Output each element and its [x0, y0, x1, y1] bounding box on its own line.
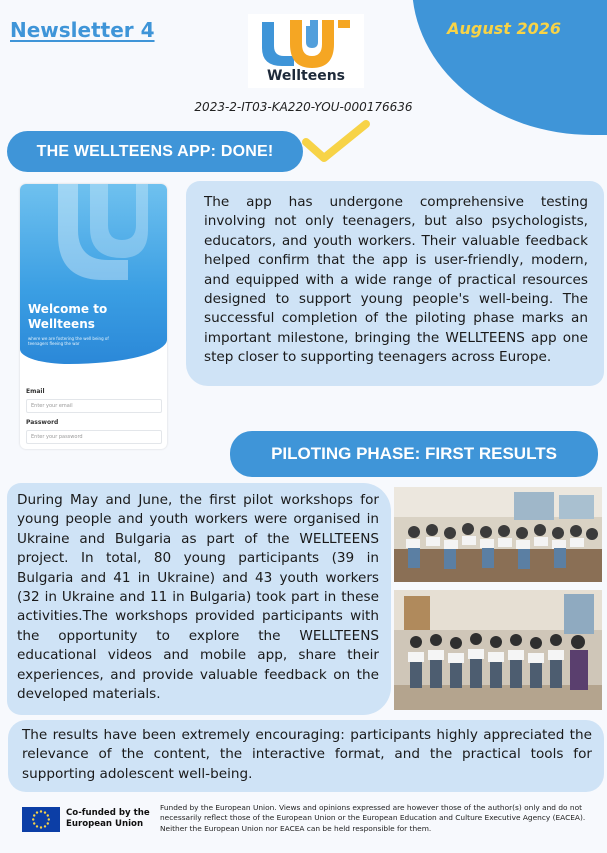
project-code: 2023-2-IT03-KA220-YOU-000176636	[194, 100, 413, 114]
app-logo-icon	[48, 184, 148, 290]
newsletter-title[interactable]: Newsletter 4	[10, 18, 155, 42]
email-field[interactable]: Enter your email	[26, 399, 162, 413]
password-field[interactable]: Enter your password	[26, 430, 162, 444]
checkmark-icon	[300, 118, 372, 166]
section-heading-app: THE WELLTEENS APP: DONE!	[7, 131, 303, 172]
logo-text: Wellteens	[266, 68, 346, 84]
wellteens-logo	[248, 14, 364, 88]
piloting-description: During May and June, the first pilot workshops for young people and youth workers were organised in Ukraine and Bulgaria as part of the WELLTEENS project. In total, 80 young participants (39 in Bulgaria and 41 in Ukraine) and 43 youth workers (32 in Ukraine and 11 in Bulgaria) took part in these activities.The workshops provided participants with the opportunity to explore the WELLTEENS educational videos and mobile app, share their experiences, and provide valuable feedback on the developed materials.	[7, 483, 391, 715]
app-subtitle: where we are fostering the well being of teenagers fleeing the war	[28, 336, 109, 346]
password-label: Password	[26, 419, 59, 426]
wellteens-logo-icon	[254, 16, 358, 70]
eu-flag-icon	[22, 807, 60, 832]
results-description: The results have been extremely encouraging: participants highly appreciated the relevance of the content, the interactive format, and the practical tools for supporting adolescent well-being.	[8, 720, 604, 792]
app-description: The app has undergone comprehensive testing involving not only teenagers, but also psychologists, educators, and youth workers. Their valuable feedback helped confirm that the app is user-friendly, modern, and equipped with a wide range of practical resources designed to support young people's well-being. The successful completion of the piloting phase marks an important milestone, bringing the WELLTEENS app one step closer to supporting teenagers across Europe.	[186, 181, 604, 386]
workshop-photo-1	[394, 487, 602, 582]
app-welcome-text: Welcome to Wellteens	[28, 302, 108, 331]
workshop-photo-2	[394, 590, 602, 710]
app-hero	[20, 184, 167, 364]
app-screenshot	[20, 184, 167, 449]
eu-disclaimer: Funded by the European Union. Views and opinions expressed are however those of the author(s) only and do not necessarily reflect those of the European Union or the European Education and Culture Executive Agency (EACEA). Neither the European Union nor EACEA can be held responsible for them.	[160, 803, 586, 833]
issue-date: August 2026	[447, 19, 561, 38]
cofunded-label: Co-funded by the European Union	[66, 808, 150, 829]
section-heading-piloting: PILOTING PHASE: FIRST RESULTS	[230, 431, 598, 477]
email-label: Email	[26, 388, 45, 395]
